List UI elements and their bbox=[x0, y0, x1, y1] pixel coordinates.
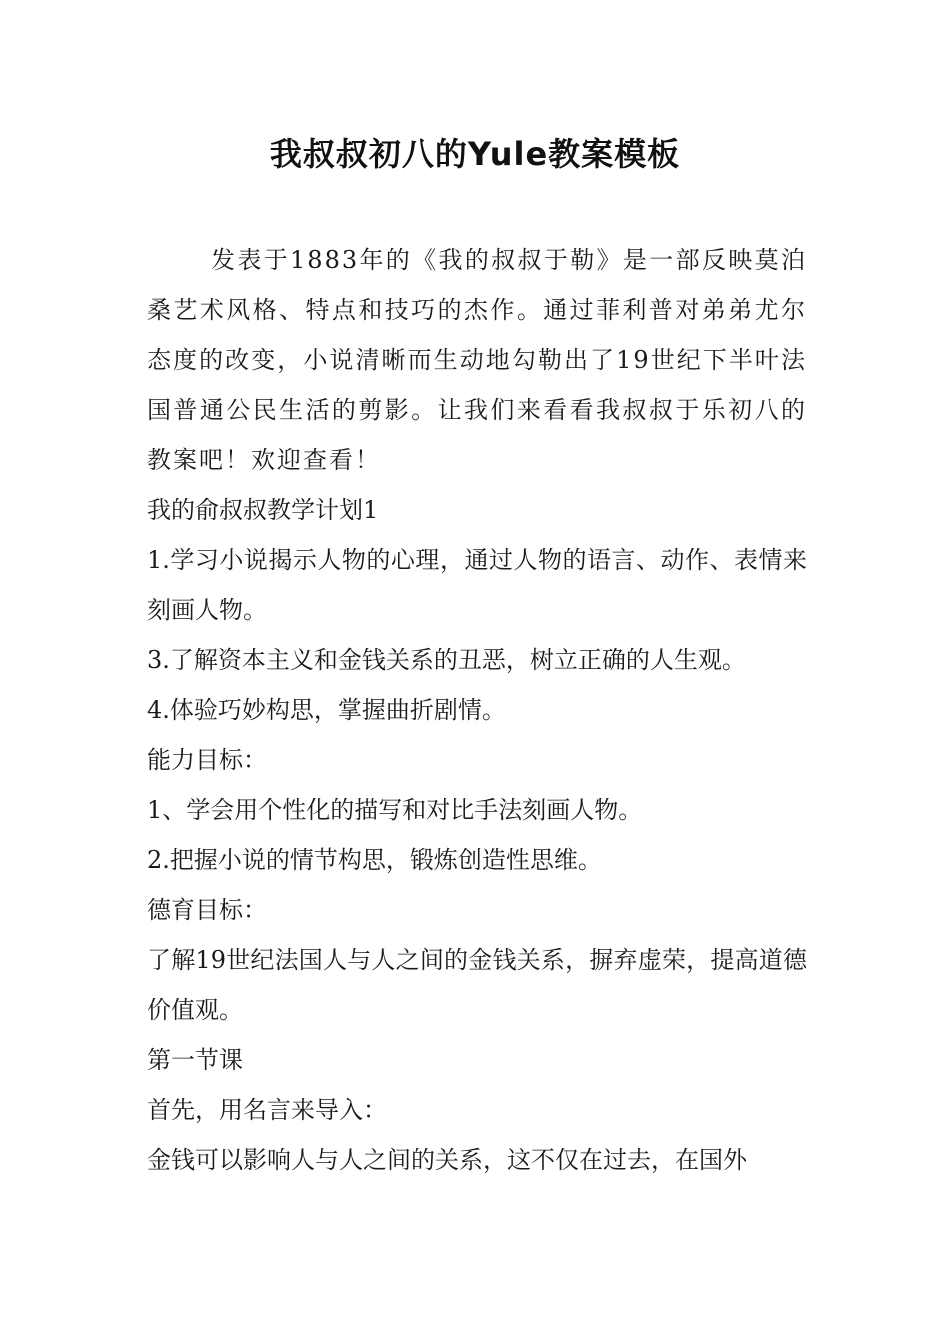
ability-goal-1: 1、学会用个性化的描写和对比手法刻画人物。 bbox=[147, 796, 643, 824]
goal-item-3: 3.了解资本主义和金钱关系的丑恶，树立正确的人生观。 bbox=[147, 646, 746, 674]
goal-item-1: 1.学习小说揭示人物的心理，通过人物的语言、动作、表情来刻画人物。 bbox=[147, 546, 807, 624]
document-title: 我叔叔初八的Yule教案模板 bbox=[269, 135, 681, 173]
first-lesson-heading: 第一节课 bbox=[147, 1046, 243, 1074]
quote-text: 金钱可以影响人与人之间的关系，这不仅在过去，在国外 bbox=[147, 1146, 747, 1174]
intro-paragraph: 发表于1883年的《我的叔叔于勒》是一部反映莫泊桑艺术风格、特点和技巧的杰作。通过菲利普对弟弟尤尔态度的改变，小说清晰而生动地勾勒出了19世纪下半叶法国普通公民生活的剪影。让我们来看看我叔叔于乐初八的教案吧！欢迎查看！ bbox=[147, 246, 807, 474]
document-body bbox=[147, 235, 807, 1185]
ability-goal-2: 2.把握小说的情节构思，锻炼创造性思维。 bbox=[147, 846, 602, 874]
goal-item-4: 4.体验巧妙构思，掌握曲折剧情。 bbox=[147, 696, 506, 724]
moral-goals-heading: 德育目标： bbox=[147, 896, 267, 924]
intro-method: 首先，用名言来导入： bbox=[147, 1096, 387, 1124]
lesson-plan-heading: 我的俞叔叔教学计划1 bbox=[147, 496, 379, 524]
ability-goals-heading: 能力目标： bbox=[147, 746, 267, 774]
moral-goal-text: 了解19世纪法国人与人之间的金钱关系，摒弃虚荣，提高道德价值观。 bbox=[147, 946, 807, 1024]
